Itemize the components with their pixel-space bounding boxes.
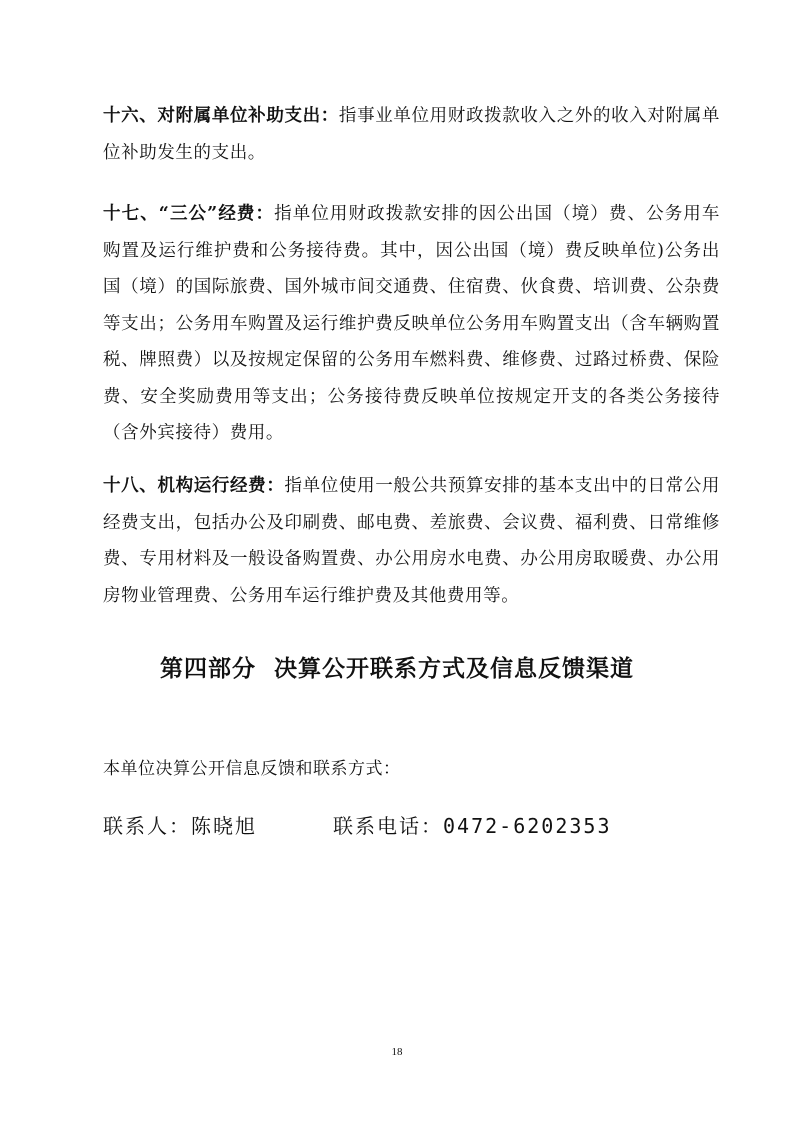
definition-term: 十八、机构运行经费： [103, 476, 285, 496]
definition-paragraph-18 [103, 468, 720, 614]
feedback-intro: 本单位决算公开信息反馈和联系方式： [103, 759, 401, 779]
definition-term: 十六、对附属单位补助支出： [103, 106, 339, 126]
section-heading: 第四部分 决算公开联系方式及信息反馈渠道 [159, 656, 634, 682]
definition-text: 指事业单位用财政拨款收入之外的收入对附属单位补助发生的支出。 [103, 106, 720, 163]
definition-text: 指单位使用一般公共预算安排的基本支出中的日常公用经费支出，包括办公及印刷费、邮电费、差旅费、会议费、福利费、日常维修费、专用材料及一般设备购置费、办公用房水电费、办公用房取暖费、办公用房物业管理费、公务用车运行维护费及其他费用等。 [103, 476, 720, 606]
definition-paragraph-17 [103, 196, 720, 452]
page-number: 18 [391, 1046, 403, 1058]
definition-term: 十七、“三公”经费： [103, 204, 275, 224]
definition-paragraph-16 [103, 98, 720, 171]
contact-phone: 联系电话：0472-6202353 [333, 814, 612, 838]
definition-text: 指单位用财政拨款安排的因公出国（境）费、公务用车购置及运行维护费和公务接待费。其中，因公出国（境）费反映单位)公务出国（境）的国际旅费、国外城市间交通费、住宿费、伙食费、培训费、公杂费等支出；公务用车购置及运行维护费反映单位公务用车购置支出（含车辆购置税、牌照费）以及按规定保留的公务用车燃料费、维修费、过路过桥费、保险费、安全奖励费用等支出；公务接待费反映单位按规定开支的各类公务接待（含外宾接待）费用。 [103, 204, 720, 443]
contact-person: 联系人：陈晓旭 [103, 814, 257, 838]
